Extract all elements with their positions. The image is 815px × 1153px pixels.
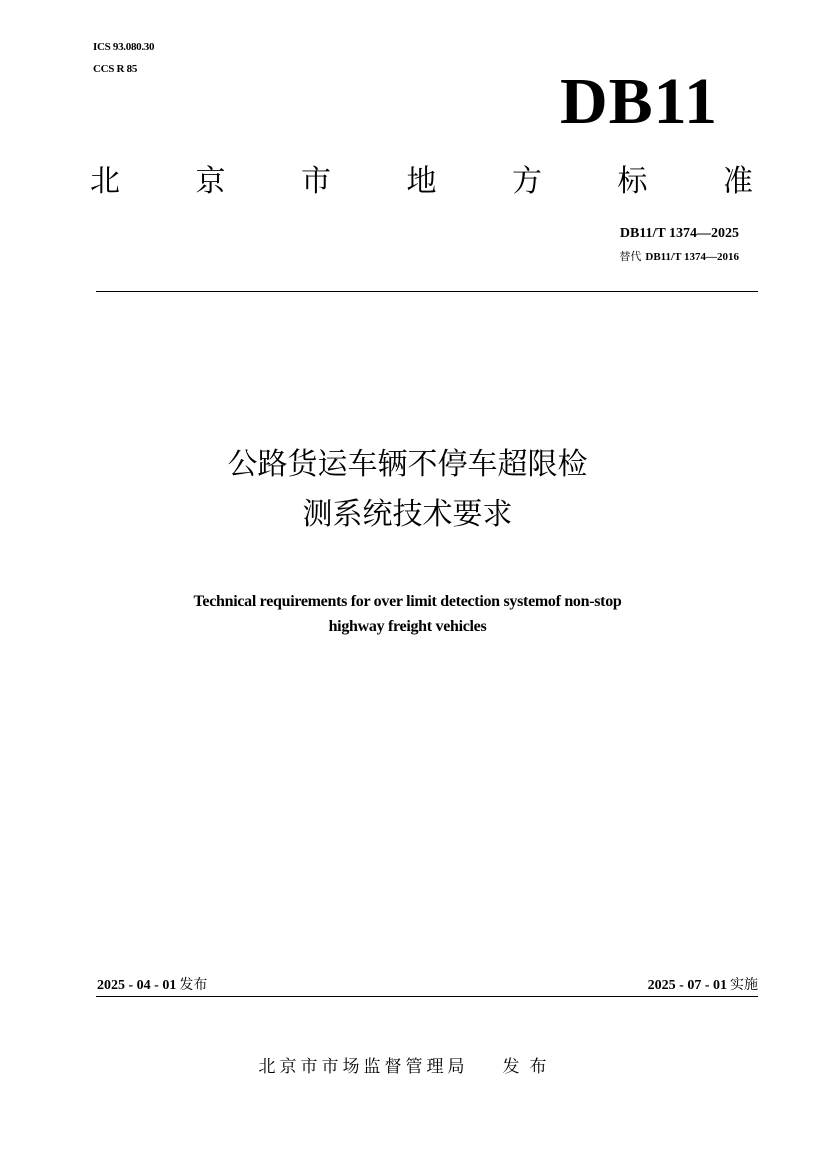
replaces-line [619, 249, 739, 265]
chinese-title-line: 公路货运车辆不停车超限检 [227, 447, 588, 482]
standard-type-char: 京 [195, 164, 226, 199]
standard-type-char: 地 [406, 164, 437, 199]
chinese-title [0, 440, 815, 540]
standard-mark: DB11 [559, 65, 718, 138]
replaces-label: 替代 [619, 250, 642, 263]
english-title-line: highway freight vehicles [328, 618, 487, 635]
standard-type-char: 方 [512, 164, 542, 199]
implementation-date: 2025 - 07 - 01 [647, 978, 727, 993]
implementation-label: 实施 [730, 977, 758, 993]
issue-date-line [97, 976, 207, 995]
standard-type-char: 北 [90, 164, 120, 199]
standard-number: DB11/T 1374—2025 [619, 226, 739, 241]
ccs-code: CCS R 85 [93, 63, 138, 75]
standard-type-char: 市 [301, 164, 331, 199]
implementation-date-line [648, 976, 758, 995]
top-divider [96, 291, 758, 292]
standard-type [90, 162, 753, 202]
issuer-line [0, 1055, 815, 1079]
bottom-divider [96, 996, 758, 997]
issuer-name: 北京市市场监督管理局 [258, 1057, 469, 1077]
replaces-number: DB11/T 1374—2016 [645, 251, 739, 263]
issue-label: 发布 [179, 977, 208, 993]
ics-code: ICS 93.080.30 [93, 41, 155, 53]
publish-label: 发布 [502, 1057, 557, 1077]
issue-date: 2025 - 04 - 01 [97, 978, 177, 993]
standard-type-char: 标 [617, 164, 648, 199]
english-title-line: Technical requirements for over limit detection systemof non-stop [193, 593, 622, 610]
standard-type-char: 准 [723, 164, 753, 199]
english-title [60, 589, 755, 639]
chinese-title-line: 测系统技术要求 [302, 497, 513, 532]
